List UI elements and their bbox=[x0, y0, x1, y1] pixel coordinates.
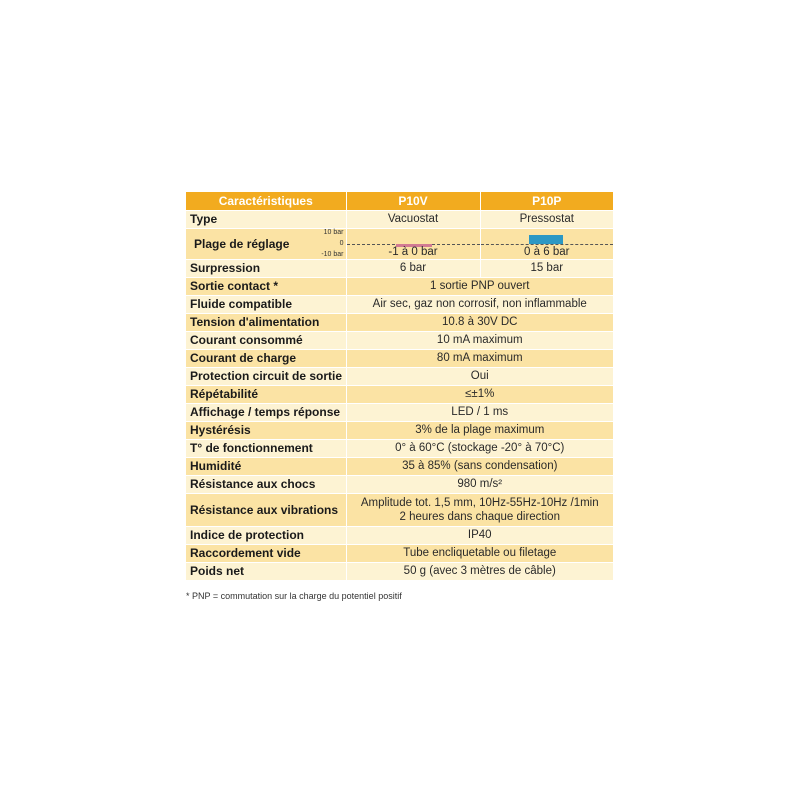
row-label: Affichage / temps réponse bbox=[186, 404, 346, 422]
row-label: Raccordement vide bbox=[186, 545, 346, 563]
row-label: Résistance aux vibrations bbox=[186, 494, 346, 527]
range-cell-vacuum bbox=[346, 229, 480, 260]
table-row bbox=[186, 260, 613, 278]
row-label: Sortie contact * bbox=[186, 278, 346, 296]
cell-value: 10.8 à 30V DC bbox=[346, 314, 613, 332]
cell-value: 10 mA maximum bbox=[346, 332, 613, 350]
table-row bbox=[186, 404, 613, 422]
scale-zero-label: 0 bbox=[339, 240, 344, 247]
cell-value: 50 g (avec 3 mètres de câble) bbox=[346, 563, 613, 581]
row-label: Surpression bbox=[186, 260, 346, 278]
row-label: T° de fonctionnement bbox=[186, 440, 346, 458]
table-row bbox=[186, 386, 613, 404]
row-label: Type bbox=[186, 211, 346, 229]
header-p10p: P10P bbox=[480, 192, 613, 211]
cell-value: LED / 1 ms bbox=[346, 404, 613, 422]
table-row bbox=[186, 278, 613, 296]
table-row bbox=[186, 368, 613, 386]
scale-bottom-label: -10 bar bbox=[321, 251, 344, 258]
table-row bbox=[186, 545, 613, 563]
cell-value: Oui bbox=[346, 368, 613, 386]
cell-value-line2: 2 heures dans chaque direction bbox=[399, 511, 560, 523]
cell-value: 3% de la plage maximum bbox=[346, 422, 613, 440]
row-label: Hystérésis bbox=[186, 422, 346, 440]
table-row bbox=[186, 229, 613, 260]
table-row bbox=[186, 440, 613, 458]
cell-value: -1 à 0 bar bbox=[388, 246, 438, 258]
row-label: Courant consommé bbox=[186, 332, 346, 350]
cell-value: 980 m/s² bbox=[346, 476, 613, 494]
row-label: Résistance aux chocs bbox=[186, 476, 346, 494]
footnote: * PNP = commutation sur la charge du potentiel positif bbox=[186, 591, 402, 601]
cell-value: Vacuostat bbox=[346, 211, 480, 229]
cell-value: 15 bar bbox=[480, 260, 613, 278]
cell-value: ≤±1% bbox=[346, 386, 613, 404]
table-row bbox=[186, 527, 613, 545]
spec-table-container bbox=[186, 192, 613, 581]
table-row bbox=[186, 314, 613, 332]
cell-value-multiline bbox=[346, 494, 613, 527]
cell-value: Air sec, gaz non corrosif, non inflammable bbox=[346, 296, 613, 314]
row-label: Répétabilité bbox=[186, 386, 346, 404]
table-row bbox=[186, 422, 613, 440]
table-header-row bbox=[186, 192, 613, 211]
row-label: Tension d'alimentation bbox=[186, 314, 346, 332]
cell-value: 80 mA maximum bbox=[346, 350, 613, 368]
row-label: Indice de protection bbox=[186, 527, 346, 545]
spec-table bbox=[186, 192, 613, 581]
cell-value: 35 à 85% (sans condensation) bbox=[346, 458, 613, 476]
row-label: Plage de réglage bbox=[194, 237, 290, 251]
table-row bbox=[186, 350, 613, 368]
row-label: Humidité bbox=[186, 458, 346, 476]
pressure-range-bar bbox=[529, 235, 563, 244]
cell-value: 6 bar bbox=[346, 260, 480, 278]
table-row bbox=[186, 494, 613, 527]
row-label: Poids net bbox=[186, 563, 346, 581]
range-label-cell bbox=[186, 229, 346, 260]
cell-value: IP40 bbox=[346, 527, 613, 545]
table-row bbox=[186, 211, 613, 229]
table-row bbox=[186, 296, 613, 314]
cell-value: 0 à 6 bar bbox=[524, 246, 570, 258]
cell-value-line1: Amplitude tot. 1,5 mm, 10Hz-55Hz-10Hz /1min bbox=[360, 497, 599, 509]
row-label: Courant de charge bbox=[186, 350, 346, 368]
cell-value: 1 sortie PNP ouvert bbox=[346, 278, 613, 296]
header-p10v: P10V bbox=[346, 192, 480, 211]
scale-top-label: 10 bar bbox=[323, 229, 344, 236]
cell-value: 0° à 60°C (stockage -20° à 70°C) bbox=[346, 440, 613, 458]
table-row bbox=[186, 476, 613, 494]
row-label: Protection circuit de sortie bbox=[186, 368, 346, 386]
table-row bbox=[186, 458, 613, 476]
header-characteristics: Caractéristiques bbox=[186, 192, 346, 211]
cell-value: Pressostat bbox=[480, 211, 613, 229]
cell-value: Tube encliquetable ou filetage bbox=[346, 545, 613, 563]
row-label: Fluide compatible bbox=[186, 296, 346, 314]
range-cell-pressure bbox=[480, 229, 613, 260]
table-row bbox=[186, 563, 613, 581]
table-row bbox=[186, 332, 613, 350]
